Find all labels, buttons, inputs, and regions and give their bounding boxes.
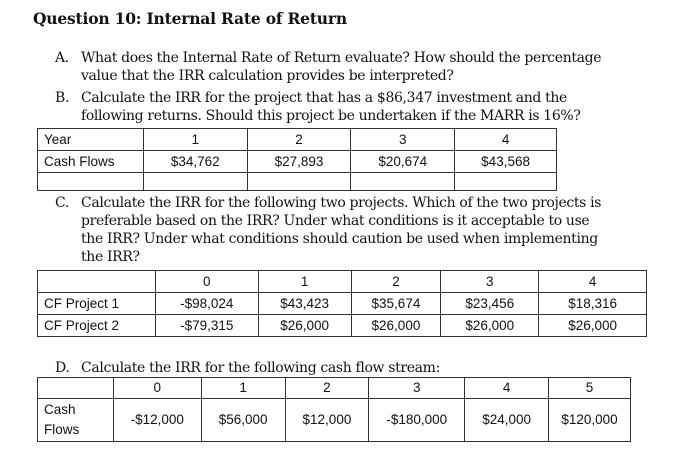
empty-cell xyxy=(143,173,247,191)
cash-flow-table-d xyxy=(37,377,631,442)
cash-flows-label: Cash Flows xyxy=(38,151,144,173)
period-0: 0 xyxy=(113,378,201,399)
empty-cell xyxy=(351,173,455,191)
empty-cell xyxy=(247,173,351,191)
project-1-cf-3: $23,456 xyxy=(441,293,539,315)
project-1-cf-1: $43,423 xyxy=(258,293,351,315)
project-1-cf-2: $35,674 xyxy=(351,293,441,315)
project-2-cf-1: $26,000 xyxy=(258,315,351,337)
table-row xyxy=(38,293,647,315)
year-2: 2 xyxy=(247,129,351,151)
period-4: 4 xyxy=(539,271,647,293)
empty-cell xyxy=(38,173,144,191)
year-3: 3 xyxy=(351,129,455,151)
project-1-cf-4: $18,316 xyxy=(539,293,647,315)
table-row xyxy=(38,271,647,293)
period-3: 3 xyxy=(369,378,465,399)
empty-cell xyxy=(455,173,557,191)
table-row xyxy=(38,129,557,151)
part-c-line-4: the IRR? xyxy=(81,249,140,265)
project-2-cf-3: $26,000 xyxy=(441,315,539,337)
cash-flow-table-b xyxy=(37,128,557,191)
cash-flow-3: $20,674 xyxy=(351,151,455,173)
cash-flow-2: $27,893 xyxy=(247,151,351,173)
project-2-cf-4: $26,000 xyxy=(539,315,647,337)
period-2: 2 xyxy=(351,271,441,293)
cash-flow-4: $43,568 xyxy=(455,151,557,173)
cash-flow-4: $24,000 xyxy=(465,399,549,442)
cash-flow-0: -$12,000 xyxy=(113,399,201,442)
period-3: 3 xyxy=(441,271,539,293)
part-c-line-3: the IRR? Under what conditions should caution be used when implementing xyxy=(81,231,598,247)
year-4: 4 xyxy=(455,129,557,151)
table-row xyxy=(38,378,631,399)
cash-flow-5: $120,000 xyxy=(549,399,631,442)
project-2-cf-2: $26,000 xyxy=(351,315,441,337)
part-d-letter: D. xyxy=(55,360,70,376)
project-2-cf-0: -$79,315 xyxy=(155,315,258,337)
period-1: 1 xyxy=(258,271,351,293)
project-1-label: CF Project 1 xyxy=(38,293,156,315)
cash-flows-label-line-2: Flows xyxy=(44,422,80,437)
project-2-label: CF Project 2 xyxy=(38,315,156,337)
cash-flow-3: -$180,000 xyxy=(369,399,465,442)
period-5: 5 xyxy=(549,378,631,399)
part-c-line-2: preferable based on the IRR? Under what conditions is it acceptable to use xyxy=(81,213,590,229)
period-1: 1 xyxy=(201,378,285,399)
project-1-cf-0: -$98,024 xyxy=(155,293,258,315)
cash-flow-table-c xyxy=(37,270,647,337)
part-a-line-2: value that the IRR calculation provides be interpreted? xyxy=(81,68,454,84)
part-d-line-1: Calculate the IRR for the following cash flow stream: xyxy=(81,360,440,376)
empty-cell xyxy=(38,271,156,293)
table-row xyxy=(38,151,557,173)
part-c-line-1: Calculate the IRR for the following two projects. Which of the two projects is xyxy=(81,195,602,211)
cash-flows-label-line-1: Cash xyxy=(44,402,76,417)
part-a-letter: A. xyxy=(55,50,69,66)
table-row xyxy=(38,399,631,442)
empty-cell xyxy=(38,378,114,399)
table-row xyxy=(38,315,647,337)
part-b-line-1: Calculate the IRR for the project that has a $86,347 investment and the xyxy=(81,90,567,106)
cash-flow-1: $34,762 xyxy=(143,151,247,173)
cash-flow-1: $56,000 xyxy=(201,399,285,442)
year-1: 1 xyxy=(143,129,247,151)
part-b-line-2: following returns. Should this project be undertaken if the MARR is 16%? xyxy=(81,108,581,124)
part-b-letter: B. xyxy=(55,90,70,106)
period-4: 4 xyxy=(465,378,549,399)
question-title: Question 10: Internal Rate of Return xyxy=(33,9,347,28)
cash-flow-2: $12,000 xyxy=(285,399,369,442)
period-2: 2 xyxy=(285,378,369,399)
part-c-letter: C. xyxy=(55,195,69,211)
table-row-empty xyxy=(38,173,557,191)
part-a-line-1: What does the Internal Rate of Return evaluate? How should the percentage xyxy=(81,50,602,66)
cash-flows-label xyxy=(38,399,114,442)
year-label: Year xyxy=(38,129,144,151)
period-0: 0 xyxy=(155,271,258,293)
